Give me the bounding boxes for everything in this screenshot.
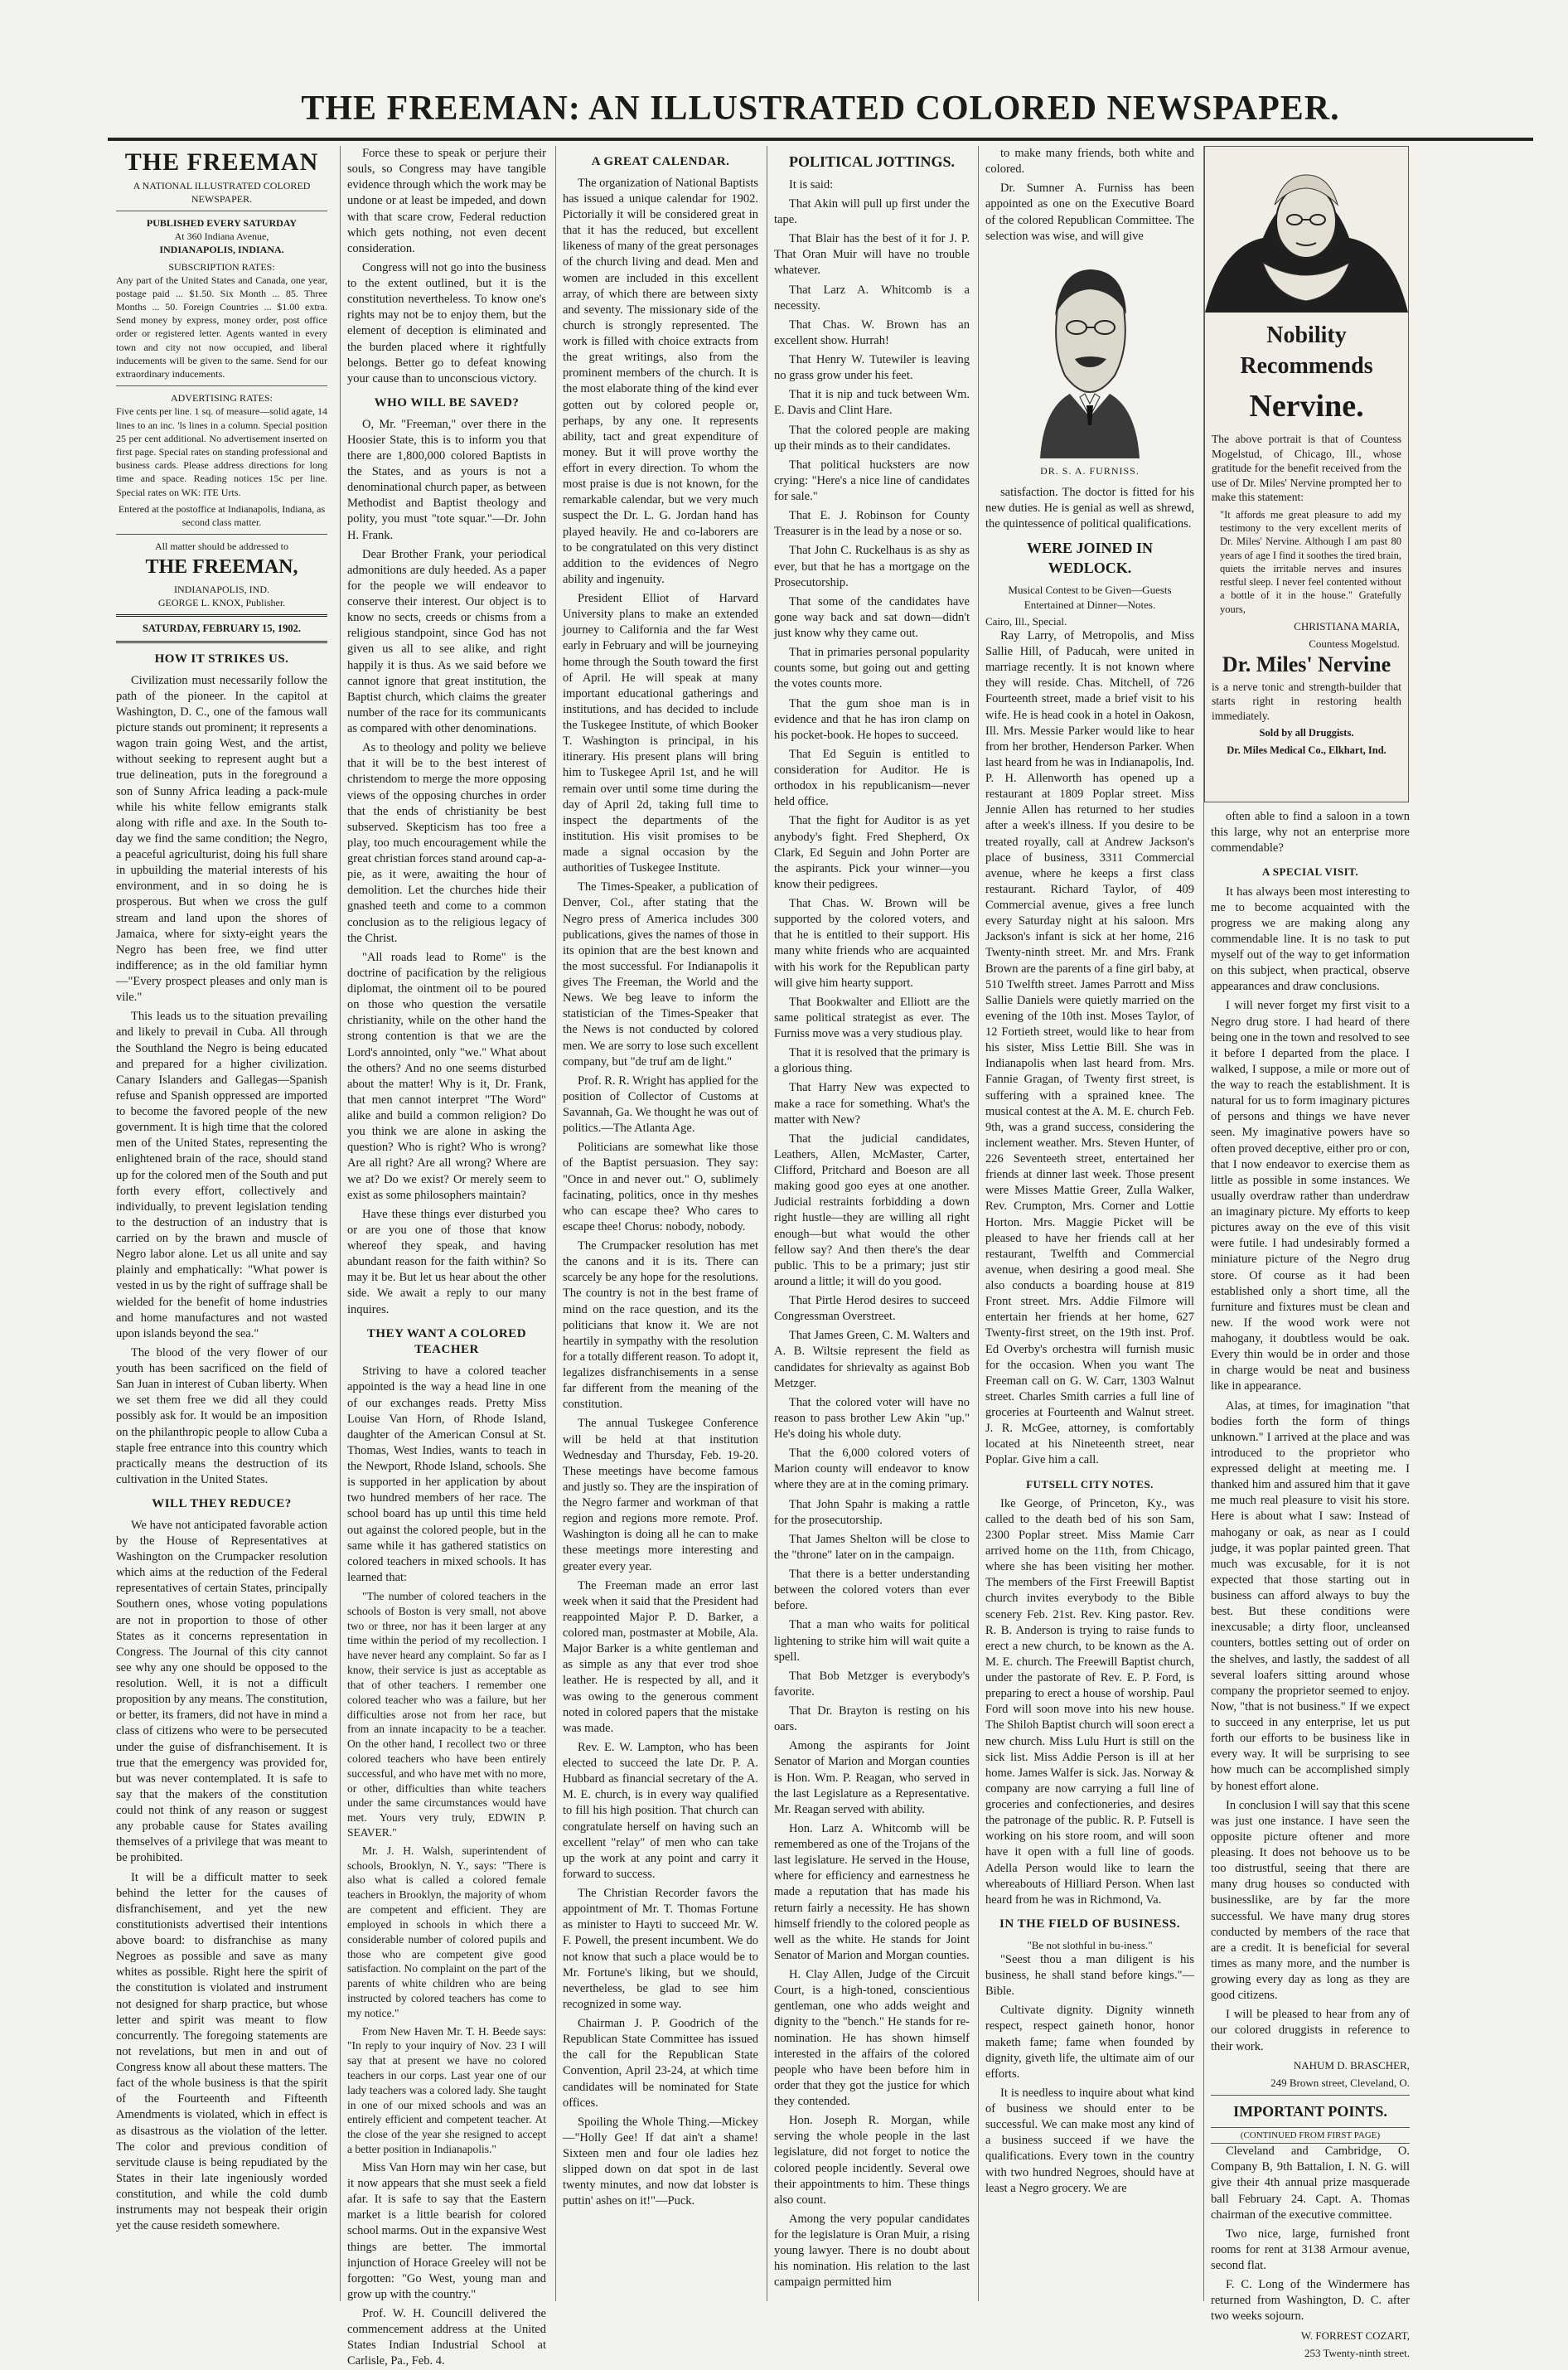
- article-paragraph: President Elliot of Harvard University plans to make an extended journey to California and the far West early in February and will be journeying home through the South toward the first of April. He will speak at many important educational gatherings and institutions, and has decided to include the Tuskegee Institute, of which Booker T. Washington is principal, in his itinerary. His present plans will bring him to Tuskegee April 1st, and he will remain over until some time during the day of April 2d, taking full time to inspect the departments of the institution. His visit promises to be made a signal occasion by the authorities of Tuskegee Institute.: [563, 592, 758, 875]
- portrait-caption: DR. S. A. FURNISS.: [1040, 464, 1140, 477]
- article-paragraph: F. C. Long of the Windermere has returned from Washington, D. C. after two weeks sojourn.: [1211, 2278, 1410, 2324]
- jotting-item: Among the very popular candidates for the legislature is Oran Muir, a rising young lawyer. There is no doubt about his nomination. His relation to the last campaign permitted him: [774, 2212, 970, 2290]
- publisher-line: GEORGE L. KNOX, Publisher.: [157, 597, 286, 609]
- columns: [116, 146, 1533, 2368]
- jotting-item: That Bookwalter and Elliott are the same political strategist as ever. The Furniss move was a very studious play.: [774, 995, 970, 1040]
- ad-heading-nervine: Nervine.: [1249, 389, 1364, 424]
- divider: [116, 641, 327, 643]
- jotting-item: That some of the candidates have gone way back and sat down—didn't just know why they came out.: [774, 594, 970, 640]
- article-paragraph: Force these to speak or perjure their souls, so Congress may have tangible evidence through which the work may be undone or at least be impeded, and down with that scare crow, Federal reduction which gets nothing, not even decent consideration.: [347, 147, 546, 255]
- article-paragraph: It will be a difficult matter to seek behind the letter for the causes of disfranchisement, and yet the new constitutionists advertised their intentions above board: to disfranchise as many Negroes as possible and save as many whites as possible. Right here the spirit of the constitution is violated and instrument not designed for sharp practice, but whose letter and spirit was meant to flow concurrently. The foregoing statements are not revelations, but men in and out of Congress know all about these matters. The fact of the whole business is that the spirit of the Fourteenth and Fifteenth Amendments is violated, which in effect is as disastrous as the violation of the letter. The color and previous condition of servitude clause is being repudiated by the States in their late ingeniously worded constitution, and while the cold dumb instruments may not bespeak their origin yet the cause resideth somewhere.: [116, 1870, 327, 2233]
- article-paragraph: Spoiling the Whole Thing.—Mickey—"Holly Gee! If dat ain't a shame! Sixteen men and four ole ladies hez slipped down on dat spot in de last twenty minutes, and now dat lobster is puttin' ashes on it!"—Puck.: [563, 2115, 758, 2208]
- column-4: [767, 146, 976, 2301]
- ad-signature-name: CHRISTIANA MARIA,: [1294, 619, 1400, 632]
- jotting-item: That the colored people are making up their minds as to their candidates.: [774, 423, 970, 453]
- article-paragraph: The annual Tuskegee Conference will be held at that institution Wednesday and Thursday, Feb. 19-20. These meetings have become famous and justly so. They are the inspiration of the Negro farmer and workman of that region and regions more remote. Prof. Washington is doing all he can to make these meetings more interesting and greater every year.: [563, 1417, 758, 1573]
- article-paragraph: In conclusion I will say that this scene was just one instance. I have seen the opposite picture oftener and more pleasing. It does not behoove us to be too distrustful, seeing that there are many drug houses so conducted with businesslike, are by far the more successful. We have many drug stores conducted by members of the race that are a credit. It is beneficial for several times as many more, and the number is growing every day as long as they are good citizens.: [1211, 1798, 1410, 2003]
- column-2: [340, 146, 553, 2368]
- article-paragraph: Dear Brother Frank, your periodical admonitions are duly heeded. As a paper for the people we will endeavor to conserve their interest. Our object is to know no sects, creeds or chisms from a religious standpoint, since God has not given us all to see alike, and right happily it is thus. As we said before we cannot ignore that great institution, the Baptist church, which claims the greater number of the race for its communicants as compared with other denominations.: [347, 547, 546, 736]
- column-5: [978, 146, 1201, 2301]
- jotting-item: That it is nip and tuck between Wm. E. Davis and Clint Hare.: [774, 388, 970, 418]
- tagline: A NATIONAL ILLUSTRATED COLORED NEWSPAPER.: [133, 179, 311, 205]
- article-paragraph: It is needless to inquire about what kind of business we should enter to be successful. We can make most any kind of a business succeed if we have the qualifications. Every town in the country with two hundred Negroes, should have at least a Negro grocery. We are: [985, 2086, 1194, 2195]
- jotting-item: That the gum shoe man is in evidence and that he has iron clamp on his pocket-book. He hopes to succeed.: [774, 696, 970, 742]
- visit-signature-name: NAHUM D. BRASCHER,: [1293, 2058, 1410, 2072]
- article-paragraph: "The number of colored teachers in the schools of Boston is very small, not above two or three, nor has it been larger at any time within the period of my recollection. I have never heard any complaint. So far as I know, their service is just as acceptable as that of other teachers. I remember one colored teacher who was a failure, but her difficulties arose not from her race, but from an innate incapacity to be a teacher. On the other hand, I recollect two or three colored teachers who have been entirely successful, and who have met with no more, or other, difficulties than white teachers under the same circumstances would have met. Yours very truly, EDWIN P. SEAVER.": [347, 1590, 546, 1839]
- headline-calendar: A GREAT CALENDAR.: [591, 155, 730, 168]
- jotting-item: That Larz A. Whitcomb is a necessity.: [774, 283, 970, 313]
- jotting-item: That Blair has the best of it for J. P. That Oran Muir will have no trouble whatever.: [774, 232, 970, 278]
- published-line: PUBLISHED EVERY SATURDAY: [146, 216, 298, 229]
- subscription-text: Any part of the United States and Canada, one year, postage paid ... $1.50. Six Month ... 85. Three Months ... 50. Foreign Countries ... $1.00 extra. Send money by express, money order, post office order or registered letter. Agents wanted in every town and city not now occupied, and liberal inducements will be given to the same. Send for our extraordinary inducements.: [116, 274, 327, 380]
- subscription-heading: SUBSCRIPTION RATES:: [168, 260, 275, 273]
- jotting-item: That John C. Ruckelhaus is as shy as ever, but that he has a mortgage on the Prosecutorship.: [774, 544, 970, 589]
- political-jottings-list: [774, 177, 970, 2291]
- article-paragraph: The Christian Recorder favors the appointment of Mr. T. Thomas Fortune as minister to Hayti to succeed Mr. W. F. Powell, the present incumbent. We do not know that such a place would be to Mr. Fortune's liking, but we should, nevertheless, be glad to see him recognized in some way.: [563, 1887, 758, 2011]
- article-paragraph: O, Mr. "Freeman," over there in the Hoosier State, this is to inform you that there are 1,800,000 colored Baptists in the States, and as yours is not a denominational church paper, as between Methodist and Baptist theology and polity, you must "tote squar."—Dr. John H. Frank.: [347, 417, 546, 542]
- furniss-portrait-illustration: [1007, 251, 1173, 458]
- address-note: All matter should be addressed to: [155, 540, 288, 553]
- article-paragraph: From New Haven Mr. T. H. Beede says: "In reply to your inquiry of Nov. 23 I will say that at present we have no colored teachers in our corps. Last year one of our lady teachers was a colored lady. She taught in one of our mixed schools and was an entirely efficient and competent teacher. At the close of the year she resigned to accept a better position in Indianapolis.": [347, 2024, 546, 2156]
- article-paragraph: The organization of National Baptists has issued a unique calendar for 1902. Pictorially it will be considered great in that it has the reduced, but excellent likeness of many of the great personages of the church living and dead. Men and women are included in this excellent array, of which there are between sixty and seventy. The missionary side of the church is strongly represented. The work is filled with choice extracts from the great writings, also from the prominent members of the church. It is the most elaborate thing of the kind ever gotten out by colored people or, perhaps, by any one. It represents ability, tact and great expenditure of money. But it will prove worthy the effort in every direction. To whom the most praise is due is not known, for the remarkable calendar, but we very much suspect the Dr. L. G. Jordan hand has played heavily. He and co-laborers are to be congratulated on this very distinct addition to the evidences of Negro ability and ingenuity.: [563, 176, 758, 586]
- article-paragraph: Dr. Sumner A. Furniss has been appointed as one on the Executive Board of the colored Republican Committee. The selection was wise, and will give: [985, 182, 1194, 243]
- wedlock-subheading: Musical Contest to be Given—Guests Entertained at Dinner—Notes.: [1008, 584, 1172, 611]
- countess-portrait-illustration: [1205, 147, 1408, 313]
- article-paragraph: Ike George, of Princeton, Ky., was called to the death bed of his son Sam, 2300 Poplar street. Miss Mamie Carr arrived home on the 11th, from Chicago, where she has been visiting her mother. The members of the First Freewill Baptist church invites everybody to the Bible scenery Feb. 21st. Rev. King pastor. Rev. R. B. Anderson is trying to raise funds to erect a new church, to be known as the A. M. E. church. The Freewill Baptist church, under the pastorate of Rev. E. P. Ford, is preparing to erect a house of worship. Paul Ford will soon move into his new house. The Shiloh Baptist church will soon erect a new church. Miss Lulu Hurt is still on the sick list. Miss Addie Person is ill at her home. James Walfer is sick. Jas. Norway & company are now carrying a full line of groceries and confectioneries, and desires the patronage of the public. R. P. Futsell is working on his store room, and will soon have it open with a full line of goods. Adella Person would like to learn the whereabouts of Hilliard Person. When last heard from he was in Richmond, Va.: [985, 1496, 1194, 1907]
- headline-political: POLITICAL JOTTINGS.: [788, 153, 956, 170]
- points-signature-name: W. FORREST COZART,: [1300, 2329, 1410, 2342]
- column-6: [1203, 146, 1416, 2359]
- jotting-item: That it is resolved that the primary is a glorious thing.: [774, 1046, 970, 1076]
- business-quote: "Be not slothful in bu-iness.": [1027, 1938, 1153, 1951]
- ad-signature-title: Countess Mogelstud.: [1309, 637, 1400, 651]
- headline-teacher: THEY WANT A COLORED TEACHER: [366, 1326, 527, 1357]
- article-paragraph: Cultivate dignity. Dignity winneth respect, respect gaineth honor, honor maketh fame; fame when founded by dignity, giveth life, the ultimate aim of our efforts.: [985, 2004, 1194, 2081]
- points-signature-address: 253 Twenty-ninth street.: [1304, 2346, 1410, 2359]
- headline-saved: WHO WILL BE SAVED?: [374, 395, 520, 410]
- headline-business: IN THE FIELD OF BUSINESS.: [999, 1917, 1180, 1931]
- freeman-logo: THE FREEMAN: [124, 148, 319, 176]
- article-paragraph: This leads us to the situation prevailing and likely to prevail in Cuba. All through the Southland the Negro is being educated and prepared for a higher civilization. Canary Islanders and Gallegas—Spanish refuse and Spanish oppressed are imported to become the favored people of the new government. It is high time that the colored men of the United States, representing the enlightened brain of the race, should stand up for the colored men of the South and put forth every effort, collectively and individually, to prevent legislation tending to the destruction of an industry that is carried on by the brawn and muscle of Negro labor alone. Let us all unite and say plainly and emphatically: "What power is vested in us by the right of suffrage shall be wielded for the benefit of home industries and home manufactures and not wasted upon islands beyond the sea.": [116, 1010, 327, 1340]
- ad-company: Dr. Miles Medical Co., Elkhart, Ind.: [1227, 744, 1387, 756]
- article-paragraph: Miss Van Horn may win her case, but it now appears that she must seek a field afar. It is safe to say that the Eastern market is a little bearish for colored school marms. Out in the expansive West things are better. The immortal injunction of Horace Greeley will not be forgotten: "Go West, young man and grow up with the country.": [347, 2160, 546, 2301]
- jotting-item: That the 6,000 colored voters of Marion county will endeavor to know where they are at in the coming primary.: [774, 1447, 970, 1492]
- divider: [116, 534, 327, 535]
- article-paragraph: Prof. W. H. Councill delivered the commencement address at the United States Indian Industrial School at Carlisle, Pa., Feb. 4.: [347, 2307, 546, 2368]
- jotting-item: That Pirtle Herod desires to succeed Congressman Overstreet.: [774, 1294, 970, 1324]
- article-paragraph: The Times-Speaker, a publication of Denver, Col., after stating that the Negro press of America includes 300 publications, gives the names of those in its opinion that are the best known and the most successful. For Indianapolis it gives The Freeman, the World and the News. We beg leave to inform the statistician of the Times-Speaker that the News is not conducted by colored men. We are sorry to lose such excellent company, but "de truf am de light.": [563, 880, 758, 1069]
- headline-visit: A SPECIAL VISIT.: [1261, 865, 1359, 879]
- article-paragraph: satisfaction. The doctor is fitted for his new duties. He is genial as well as shrewd, the quintessence of political qualifications.: [985, 485, 1194, 531]
- ad-description: is a nerve tonic and strength-builder that starts right in restoring health immediately.: [1212, 680, 1401, 722]
- jotting-item: That the colored voter will have no reason to pass brother Lew Akin "up." He's doing his whole duty.: [774, 1395, 970, 1441]
- jotting-item: That there is a better understanding between the colored voters than ever before.: [774, 1568, 970, 1613]
- jotting-item: Among the aspirants for Joint Senator of Marion and Morgan counties is Hon. Wm. P. Reagan, who served in the last Legislature as a Representative. Mr. Reagan served with ability.: [774, 1739, 970, 1816]
- jotting-item: That the judicial candidates, Leathers, Allen, McMaster, Carter, Clifford, Pritchard and Boeson are all making good goo eyes at one another. Judicial restraints forbidding a down right hustle—they are willing all right enough—but what would the other fellow say? And then there's the dear public. This to be a primary; just stir around a little; it will do you good.: [774, 1132, 970, 1288]
- headline-strikes: HOW IT STRIKES US.: [154, 652, 289, 666]
- jotting-item: That in primaries personal popularity counts some, but going out and getting the votes counts more.: [774, 646, 970, 691]
- jotting-item: That James Shelton will be close to the "throne" later on in the campaign.: [774, 1532, 970, 1562]
- business-quote-bible: "Seest thou a man diligent is his business, he shall stand before kings."—Bible.: [985, 1952, 1194, 1999]
- jotting-item: Hon. Joseph R. Morgan, while serving the whole people in the last legislature, did not forget to notice the colored people incidently. Several owe their appointments to him. These things also count.: [774, 2114, 970, 2207]
- article-paragraph: Two nice, large, furnished front rooms for rent at 3138 Armour avenue, second flat.: [1211, 2227, 1410, 2273]
- jotting-item: That Ed Seguin is entitled to consideration for Auditor. He is orthodox in his republicanism—never held office.: [774, 747, 970, 809]
- divider: [116, 385, 327, 386]
- issue-dateline: SATURDAY, FEBRUARY 15, 1902.: [142, 623, 302, 635]
- ad-sold-line: Sold by all Druggists.: [1259, 727, 1354, 739]
- article-paragraph: Have these things ever disturbed you or are you one of those that know whereof they speak, and having abundant reason for the faith within? So may it be. But let us hear about the other side. We await a reply to our many inquires.: [347, 1207, 546, 1316]
- address-line: At 360 Indiana Avenue,: [174, 230, 269, 243]
- article-paragraph: The blood of the very flower of our youth has been sacrificed on the field of San Juan in interest of Cuban liberty. When we set them free we did all they could possibly ask for. It would be an imposition on the philanthropic people to allow Cuba a staple free entrance into this country which practically means the destruction of its cultivation in the United States.: [116, 1345, 327, 1486]
- advertising-text: Five cents per line. 1 sq. of measure—solid agate, 14 lines to an inc. 'ls lines in a column. Special position 25 per cent additional. No advertisement inserted on first page. Special rates on standing professional and business cards. Please address directions for long time and space. Reading notices 15c per line. Special rates on WK: ITE Urts.: [116, 405, 327, 498]
- article-paragraph: often able to find a saloon in a town this large, why not an enterprise more commendable?: [1211, 810, 1410, 855]
- headline-points: IMPORTANT POINTS.: [1233, 2102, 1387, 2120]
- visit-signature-address: 249 Brown street, Cleveland, O.: [1270, 2076, 1410, 2089]
- jotting-item: That political hucksters are now crying: "Here's a nice line of candidates for sale.": [774, 458, 970, 503]
- article-paragraph: Striving to have a colored teacher appointed is the way a head line in one of our exchanges reads. Pretty Miss Louise Van Horn, of Rhode Island, daughter of the American Consul at St. Thomas, West Indies, wants to teach in the Newport, Rhode Island, schools. She is supported in her application by about two hundred members of her race. The school board has up until this time held out against the colored people, but in the same while it has gathered statistics on colored teachers in mixed schools. It has learned that:: [347, 1364, 546, 1584]
- article-paragraph: "All roads lead to Rome" is the doctrine of pacification by the religious diplomat, the ointment oil to be poured on those who question the versatile christianity, while on the other hand the strong contention is that we are the Lord's annointed, only "we." What about the others? And no one seems disturbed about the matter! Why is it, Dr. Frank, that men cannot interpret "The Word" alike and build a common religion? Do you think we are alone in asking the question? Who is right? Who is wrong? Are all right? Are all wrong? Where are we at? Do we exist? Or merely seem to exist as some philosophers maintain?: [347, 950, 546, 1202]
- column-3: [555, 146, 765, 2301]
- masthead: [108, 80, 1533, 138]
- article-paragraph: The Crumpacker resolution has met the canons and it is its. There can scarcely be any hope for the resolutions. The country is not in the best frame of mind on the race question, and its the politicians that know it. We are not heartily in sympathy with the resolution for a totally different reason. To adopt it, legalizes disfranchisements in a sense far different from the meaning of the constitution.: [563, 1239, 758, 1412]
- jotting-item: That James Green, C. M. Walters and A. B. Wiltsie represent the field as candidates for shrievalty as against Bob Metzger.: [774, 1329, 970, 1390]
- article-paragraph: Ray Larry, of Metropolis, and Miss Sallie Hill, of Paducah, were united in marriage recently. It is not known where they will reside. Chas. Mitchell, of 726 Fourteenth street, made a brief visit to his wife. He is head cook in a hotel in Oakosn, Ill. Mrs. Messie Parker would like to hear from her brother, Henderson Parker. When last heard from he was in Indianapolis, Ind. P. H. Allenworth has opened up a restaurant at 1809 Poplar street. Miss Jennie Allen has returned to her studies after a week's illness. If you desire to be treated royally, call at Andrew Jackson's place of business, 3311 Commercial avenue, where he keeps a first class restaurant. Richard Taylor, of 409 Commercial avenue, gives a free lunch every Saturday night at his saloon. Mrs Jackson's infant is sick at her home, 216 Twenty-ninth street. Mr. and Mrs. Frank Brown are the parents of a fine girl baby, at 510 Twelfth street. James Parrott and Miss Sallie Daniels were quietly married on the evening of the 10th inst. Moses Taylor, of 12 Fortieth street, would like to hear from his sister, Miss Lettie Bill. She was in Indianapolis when last heard from. Mrs. Fannie Gragan, of Twenty first street, is suffering with a sprained knee. The musical contest at the A. M. E. church Feb. 9th, was a grand success, considering the inclement weather. Mrs. Steven Hunter, of 226 Seventeeth street, entertained her friends at dinner last week. Those present were Misses Mattie Greer, Zulla Walker, Rev. Crumpton, Mrs. Corner and Lottie Horton. Mrs. Maggie Picket will be pleased to have her friends call at her restaurant, Twelfth and Commercial avenue, when desiring a good meal. She also conducts a boarding house at 819 Front street. Mrs. Addie Filmore will entertain her friends at her home, 627 Twenty-first street, on the 19th inst. Prof. Ed Overby's orchestra will furnish music for the occasion. When you want The Freeman call on G. W. Carr, 1303 Walnut street. Charles Smith carries a full line of groceries at Fourteenth and Walnut street. J. R. McGee, attorney, is comfortably located at his Nineteenth street, near Poplar. Give him a call.: [985, 628, 1194, 1467]
- ad-brand: Dr. Miles' Nervine: [1222, 652, 1391, 677]
- article-paragraph: Rev. E. W. Lampton, who has been elected to succeed the late Dr. P. A. Hubbard as financial secretary of the A. M. E. church, is in every way qualified to fill his high position. That church can congratulate herself on having such an excellent "relay" of men who can take up the work at any point and carry it forward to success.: [563, 1740, 758, 1881]
- jotting-item: That Henry W. Tutewiler is leaving no grass grow under his feet.: [774, 353, 970, 383]
- jotting-item: That Bob Metzger is everybody's favorite.: [774, 1669, 970, 1699]
- article-paragraph: As to theology and polity we believe that it will be to the best interest of christendom to merge the more opposing views of the opposing churches in order that the ends of christianity be best subserved. Skepticism has too free a play, too much encouragement while the great christian forces stand around cap-a-pie, as it were, awaiting the hour of demolition. Let the churches hide their gnashed teeth and come to a common conclusion as to the religious legacy of the Christ.: [347, 741, 546, 945]
- ad-intro: The above portrait is that of Countess Mogelstud, of Chicago, Ill., whose gratitude for the benefit received from the use of Dr. Miles' Nervine prompted her to make this statement:: [1212, 433, 1401, 504]
- divider: [116, 614, 327, 617]
- wedlock-dateline: Cairo, Ill., Special.: [985, 614, 1067, 628]
- jotting-item: That Chas. W. Brown has an excellent show. Hurrah!: [774, 317, 970, 347]
- jotting-item: That a man who waits for political lightening to strike him will wait quite a spell.: [774, 1618, 970, 1664]
- article-paragraph: I will be pleased to hear from any of our colored druggists in reference to their work.: [1211, 2008, 1410, 2053]
- article-paragraph: Alas, at times, for imagination "that bodies forth the form of things unknown." I arrived at the place and was introduced to the proprietor who expressed delight at meeting me. I thanked him and assured him that it gave me much real pleasure to visit his store. Here is about what I saw: Instead of mahogany or oak, as near as I could judge, it was poplar painted green. That much was excusable, for it is not expected that those starting out in business can afford always to buy the best. But these conditions were inexcusable; a dirty floor, uncleansed counters, bottles setting out of order on the shelves, and lastly, the saddest of all several loafers sitting around whose company the proprietor seemed to enjoy. Now, "that is not business." If we expect to succeed in any enterprise, let us put forth our efforts to be business like in every way. It will be surprising to see how much can be accomplished simply by honest effort alone.: [1211, 1398, 1410, 1793]
- points-subheading: (CONTINUED FROM FIRST PAGE): [1211, 2127, 1410, 2145]
- city-line: INDIANAPOLIS, INDIANA.: [159, 244, 284, 256]
- ad-heading-recommends: Recommends: [1240, 353, 1373, 380]
- ad-testimonial: "It affords me great pleasure to add my testimony to the very excellent merits of Dr. Miles' Nervine. Although I am past 80 years of age I find it soothes the tired brain, quiets the irritable nerves and insures restful sleep. I never feel contented without a bottle of it in the house." Gratefully yours,: [1220, 508, 1401, 615]
- jotting-item: H. Clay Allen, Judge of the Circuit Court, is a high-toned, conscientious gentleman, one who adds weight and dignity to the "bench." He stands for re-nomination. He has shown himself interested in the affairs of the colored people who have been before him in order that they got the justice for which they contended.: [774, 1968, 970, 2108]
- article-paragraph: Chairman J. P. Goodrich of the Republican State Committee has issued the call for the Republican State Convention, April 23-24, at which time candidates will be nominated for State offices.: [563, 2017, 758, 2110]
- article-paragraph: Mr. J. H. Walsh, superintendent of schools, Brooklyn, N. Y., says: "There is also what is called a colored female teachers in Brooklyn, the majority of whom are competent and efficient. They are employed in schools in which there a considerable number of colored pupils and those who are competent give good satisfaction. No complaint on the part of the parents of white children who are being instructed by colored teachers has come to my notice.": [347, 1844, 546, 2019]
- masthead-rule: [108, 138, 1533, 141]
- column-1: [116, 146, 334, 2301]
- freeman-logo-secondary: THE FREEMAN,: [145, 556, 298, 579]
- jotting-item: That the fight for Auditor is as yet anybody's fight. Fred Shepherd, Ox Clark, Ed Seguin and John Porter are the aspirants. Pick your winner—you know their pedigrees.: [774, 814, 970, 891]
- headline-reduce: WILL THEY REDUCE?: [152, 1497, 292, 1510]
- jotting-item: That Akin will pull up first under the tape.: [774, 196, 970, 226]
- article-paragraph: We have not anticipated favorable action by the House of Representatives at Washington on the Crumpacker resolution which aims at the reduction of the Federal representatives of certain States, principally Southern ones, whose voting populations are not in proportion to those of other States as it concerns representation in Congress. The Journal of this city cannot see why any one should be opposed to the resolution. Well, it is not a difficult proposition by any means. The constitution, or better, its framers, did not have in mind a class of citizens who were to be persecuted under the guise of disfranchisement. It is true that the emergency was provided for, but was never contemplated. It is safe to say that the makers of the constitution could not think of any reason or suggest any probable cause for States availing themselves of a privilege that was meant to be prohibited.: [116, 1518, 327, 1865]
- article-paragraph: Cleveland and Cambridge, O. Company B, 9th Battalion, I. N. G. will give their 4th annual prize masquerade ball February 24. Capt. A. Thomas chairman of the executive committee.: [1211, 2145, 1410, 2222]
- jotting-item: Hon. Larz A. Whitcomb will be remembered as one of the Trojans of the last legislature. He served in the House, where for efficiency and earnestness he made a reputation that has made his return fairly a necessity. He has shown himself friendly to the colored people as well as the white. He stands for Joint Senator of Marion and Morgan counties.: [774, 1821, 970, 1962]
- logo-city: INDIANAPOLIS, IND.: [174, 583, 269, 595]
- article-paragraph: It has always been most interesting to me to become acquainted with the progress we are making along any commendable line. It is no task to put myself out of the way to get information on this subject, when practical, observe appearances and draw conclusions.: [1211, 885, 1410, 994]
- article-paragraph: to make many friends, both white and colored.: [985, 147, 1194, 177]
- advertising-heading: ADVERTISING RATES:: [171, 392, 273, 405]
- article-paragraph: I will never forget my first visit to a Negro drug store. I had heard of there being one in the town and resolved to see it before I departed from the place. I walked, I suppose, a mile or more out of the way to reach the establishment. It is natural for us to form imaginary pictures of persons and things we have never seen. My imaginative powers have so often proved deceptive, either pro or con, that I now endeavor to exercise them as little as possible in some instances. We usually overdraw rather than underdraw an imaginary picture. My efforts to keep pictures away on the eve of this visit were futile. I had undesirably formed a miniature picture of the Negro drug store. Of course as it had been established only a short time, all the furniture and fixtures must be clean and new. If the wood work were not mahogany, it doubtless would be oak. Every thin would be in order and those in charge would be neat and business like in appearance.: [1211, 999, 1410, 1393]
- headline-futsell: FUTSELL CITY NOTES.: [1026, 1477, 1154, 1490]
- jotting-item: That Dr. Brayton is resting on his oars.: [774, 1704, 970, 1734]
- masthead-title: THE FREEMAN: AN ILLUSTRATED COLORED NEWSPAPER.: [301, 90, 1340, 128]
- article-paragraph: Prof. R. R. Wright has applied for the position of Collector of Customs at Savannah, Ga. We thought he was out of politics.—The Atlanta Age.: [563, 1074, 758, 1136]
- ad-heading-nobility: Nobility: [1266, 322, 1347, 349]
- jotting-item: That E. J. Robinson for County Treasurer is in the lead by a nose or so.: [774, 509, 970, 539]
- jotting-item: It is said:: [789, 177, 834, 191]
- jotting-item: That Harry New was expected to make a race for something. What's the matter with New?: [774, 1081, 970, 1127]
- divider: [1211, 2095, 1410, 2096]
- article-paragraph: Politicians are somewhat like those of the Baptist persuasion. They say: "Once in and never out." O, sublimely facinating, politics, once in thy meshes who can escape thee? Who cares to escape thee! Chorus: nobody, nobody.: [563, 1141, 758, 1233]
- column-6-text: [1211, 809, 1410, 2360]
- headline-wedlock: WERE JOINED IN WEDLOCK.: [1026, 539, 1154, 576]
- entered-note: Entered at the postoffice at Indianapolis, Indiana, as second class matter.: [118, 502, 326, 528]
- article-paragraph: The Freeman made an error last week when it said that the President had reappointed Major P. D. Barker, a colored man, postmaster at Mobile, Ala. Major Barker is a white gentleman and as simple as any that ever trod shoe leather. He is respected by all, and it was owing to the generous comment noted in colored papers that the mistake was made.: [563, 1578, 758, 1735]
- article-paragraph: Congress will not go into the business to the extent outlined, but it is the constitution nevertheless. To know one's rights may not be to enjoy them, but the element of deception is eliminated and the burden placed where it rightfully belongs. Better go to defeat knowing your cause than to unconscious victory.: [347, 260, 546, 385]
- jotting-item: That John Spahr is making a rattle for the prosecutorship.: [774, 1497, 970, 1527]
- article-paragraph: Civilization must necessarily follow the path of the pioneer. In the capitol at Washington, D. C., one of the famous wall picture stands out prominent; it represents a wagon train going West, and the artist, without seeking to represent aught but a true delineation, puts in the foreground a son of Sunny Africa leading a pack-mule while his white fellow emigrants stalk along with rifle and axe. In the South to-day we find the same condition; the Negro, a peaceful agriculturist, doing his full share in upbuilding the material interests of his environment, and in so doing he is prosperous. But when we cross the gulf stream and land upon the shores of Jamaica, where for sixty-eight years the Negro has been free, we find utter indifference; as in the old familiar hymn—"Every prospect pleases and only man is vile.": [116, 673, 327, 1005]
- jotting-item: That Chas. W. Brown will be supported by the colored voters, and that he is entitled to their support. His many white friends who are acquainted with his work for the Republican party will give him hearty support.: [774, 897, 970, 990]
- nervine-advertisement: [1204, 146, 1409, 802]
